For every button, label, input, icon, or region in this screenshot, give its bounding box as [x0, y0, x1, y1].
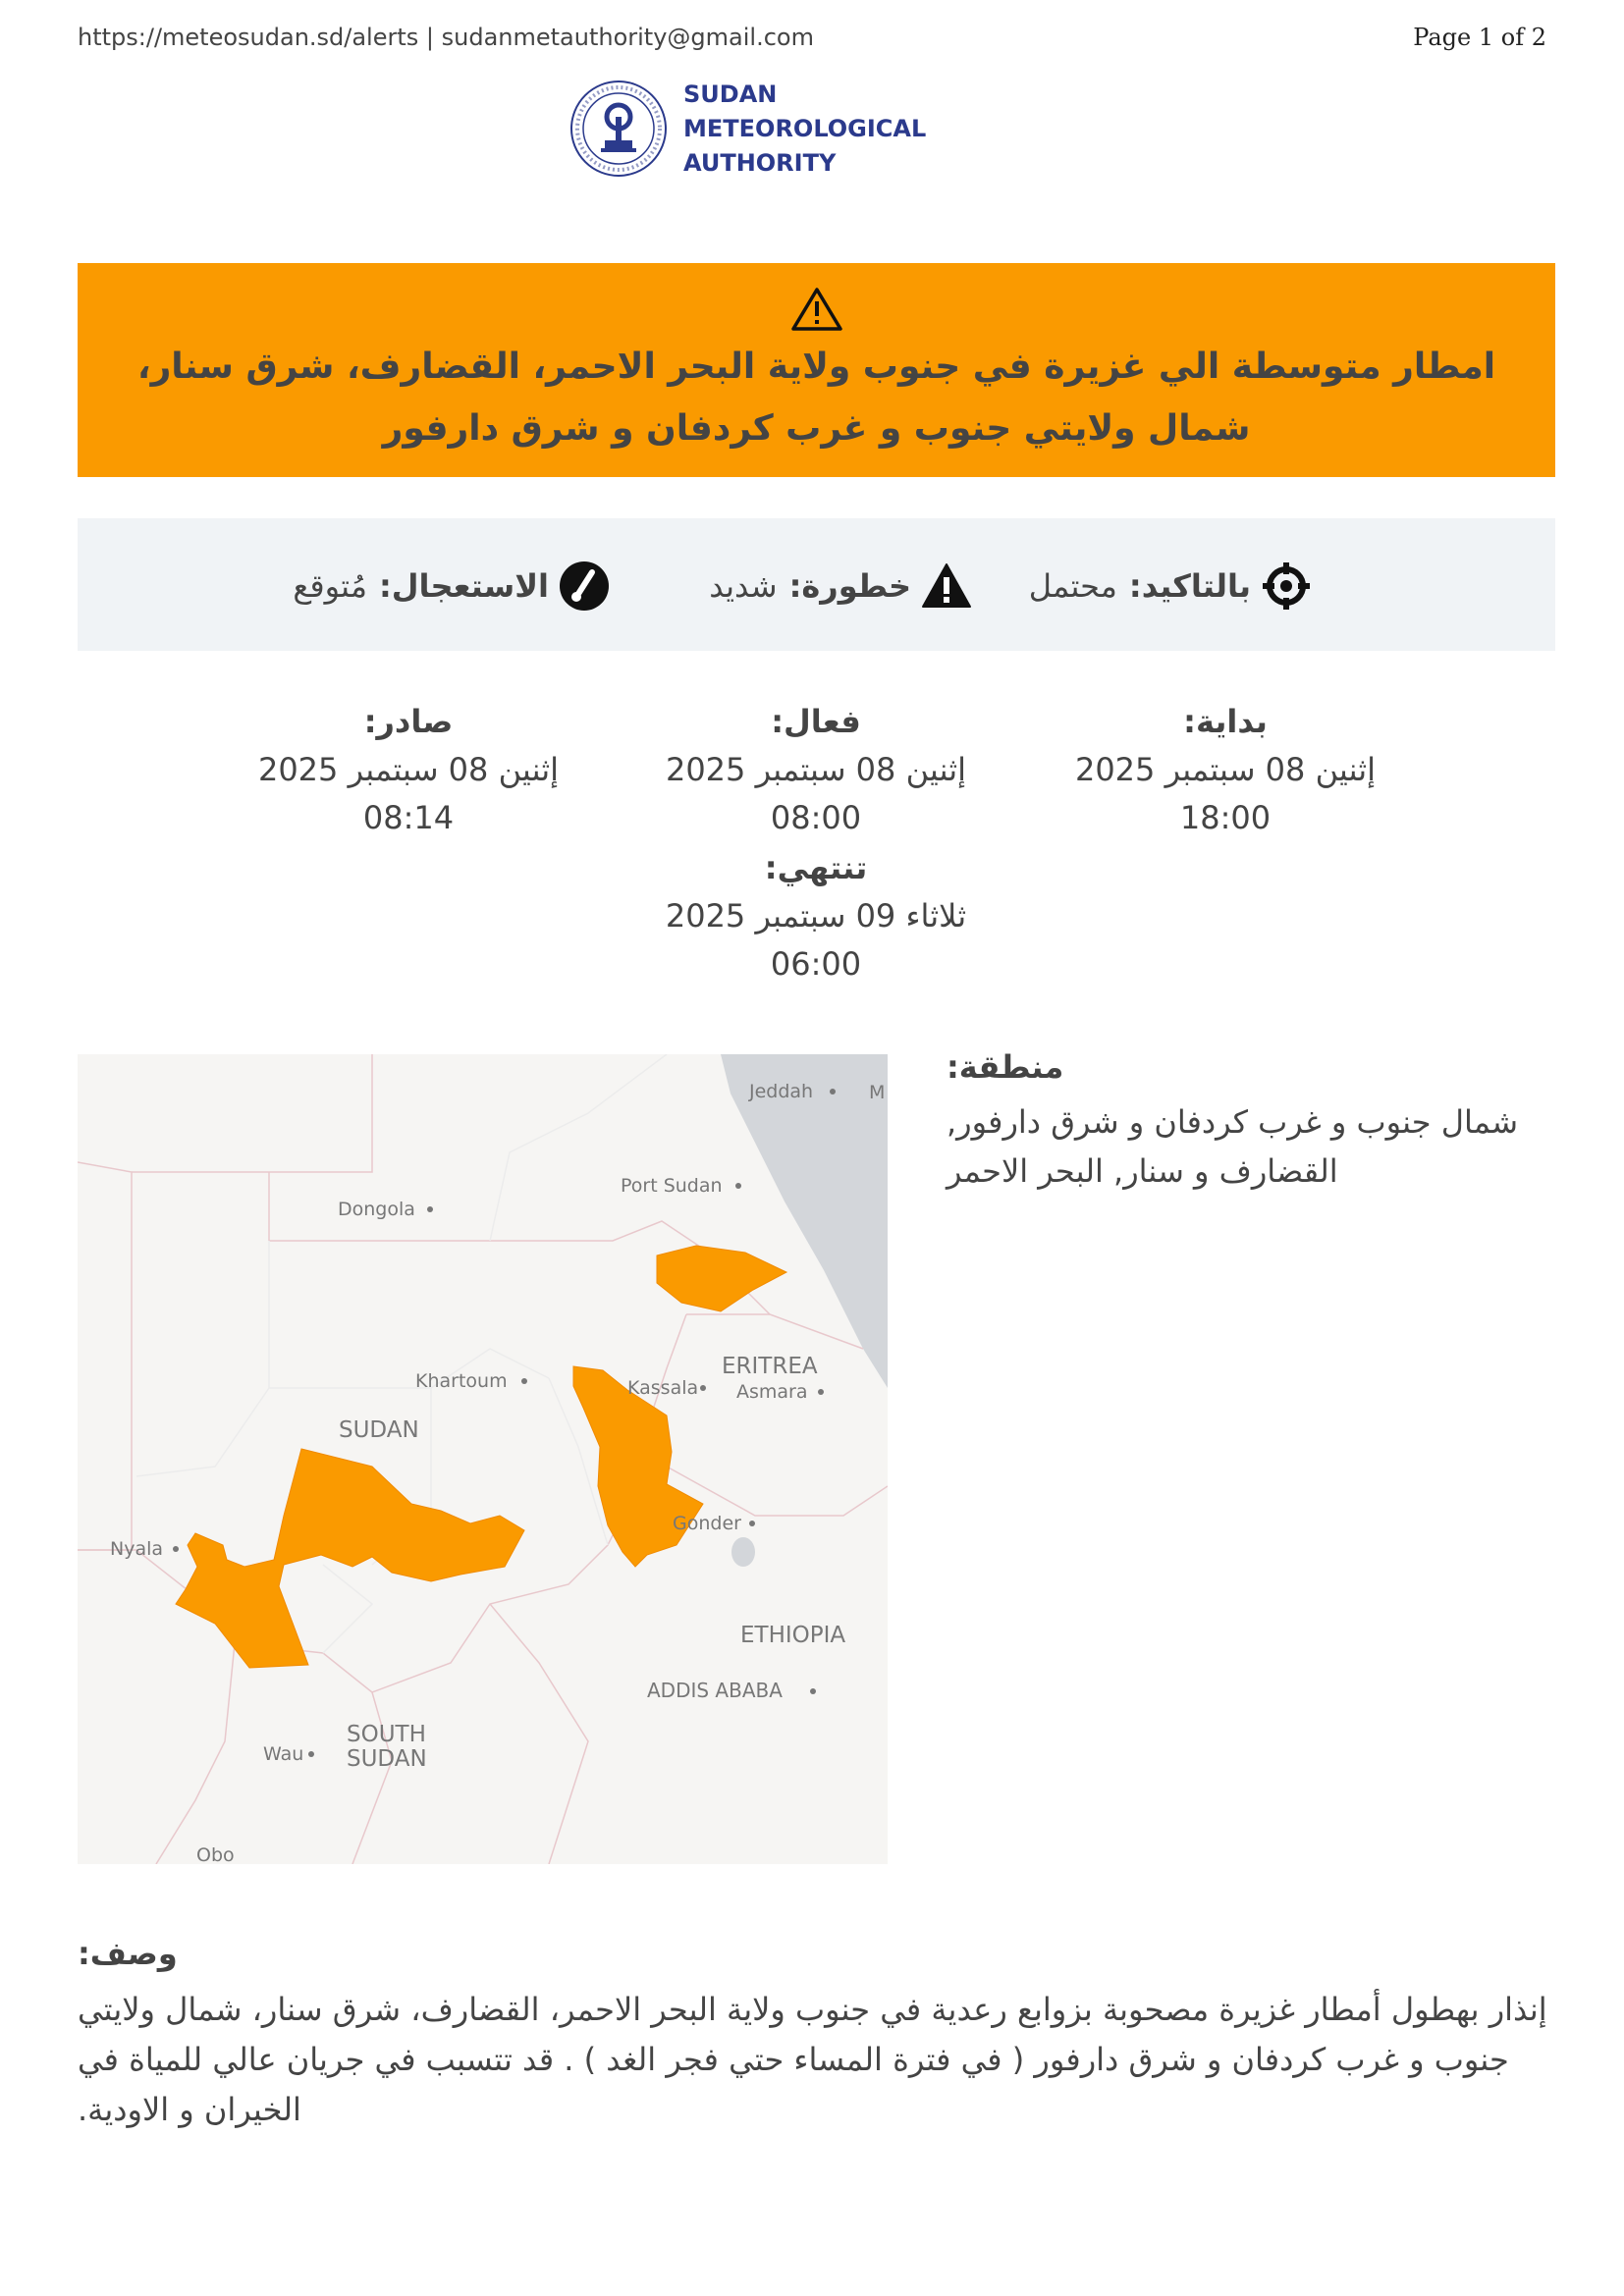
map-label-south-sudan: SUDAN	[347, 1746, 427, 1772]
logo-line-2: METEOROLOGICAL	[683, 114, 927, 142]
sent-label: صادر:	[363, 703, 454, 740]
certainty-item	[1029, 560, 1312, 613]
source-url[interactable]: https://meteosudan.sd/alerts	[78, 24, 419, 51]
expires-date: ثلاثاء 09 سبتمبر 2025	[665, 897, 967, 934]
onset-block	[1019, 698, 1432, 842]
certainty-value: محتمل	[1028, 567, 1117, 605]
severity-value: شديد	[709, 567, 778, 605]
severity-label: خطورة:	[788, 567, 911, 605]
map-label-m: M	[869, 1082, 886, 1103]
map-label-port-sudan: Port Sudan	[621, 1175, 723, 1197]
map-label-jeddah: Jeddah	[749, 1081, 814, 1102]
alert-attributes-bar	[78, 518, 1555, 651]
description-label: وصف:	[78, 1935, 178, 1972]
map-label-south: SOUTH	[347, 1722, 426, 1747]
effective-label: فعال:	[771, 703, 861, 740]
urgency-label: الاستعجال:	[378, 567, 549, 605]
expires-block	[610, 844, 1022, 988]
warning-triangle-icon	[790, 287, 843, 332]
sent-block	[202, 698, 615, 842]
authority-logo	[568, 75, 1063, 183]
map-label-gonder: Gonder	[673, 1513, 741, 1534]
map-label-eritrea: ERITREA	[722, 1354, 818, 1379]
onset-label: بداية:	[1183, 703, 1268, 740]
sent-time: 08:14	[362, 799, 455, 836]
map-canvas	[78, 1054, 888, 1864]
map-label-obo: Obo	[196, 1844, 235, 1864]
alert-map	[78, 1054, 888, 1864]
crosshair-icon	[1261, 561, 1312, 612]
map-label-kassala: Kassala	[627, 1377, 699, 1399]
map-label-nyala: Nyala	[110, 1538, 164, 1560]
certainty-label: بالتاكيد:	[1128, 567, 1251, 605]
map-label-wau: Wau	[263, 1743, 304, 1765]
effective-block	[610, 698, 1022, 842]
severity-item	[709, 560, 972, 613]
urgency-item	[293, 560, 610, 613]
lake-tana	[731, 1537, 755, 1567]
map-label-khartoum: Khartoum	[415, 1370, 508, 1392]
expires-time: 06:00	[770, 945, 862, 983]
map-label-asmara: Asmara	[736, 1381, 808, 1403]
gauge-icon	[559, 561, 610, 612]
logo-line-1: SUDAN	[683, 80, 778, 108]
urgency-value: مُتوقع	[293, 567, 367, 605]
contact-email[interactable]: sudanmetauthority@gmail.com	[441, 24, 814, 51]
effective-time: 08:00	[770, 799, 862, 836]
map-label-ethiopia: ETHIOPIA	[740, 1623, 846, 1648]
region-value: شمال جنوب و غرب كردفان و شرق دارفور, القضارف و سنار, البحر الاحمر	[947, 1103, 1519, 1190]
onset-time: 18:00	[1179, 799, 1272, 836]
warning-filled-icon	[921, 561, 972, 612]
description-value: إنذار بهطول أمطار غزيرة مصحوبة بزوابع رعدية في جنوب ولاية البحر الاحمر، القضارف، شرق سنار، شمال ولايتي جنوب و غرب كردفان و شرق دارفور ( في فترة المساء حتي فجر الغد ) . قد تتسبب في جريان عالي للمياة في الخيران و الاودية.	[78, 1991, 1547, 2128]
alert-banner	[78, 263, 1555, 477]
header-separator: |	[418, 24, 442, 51]
onset-date: إثنين 08 سبتمبر 2025	[1074, 751, 1377, 788]
page-header-left	[78, 24, 814, 51]
region-label: منطقة:	[947, 1048, 1064, 1086]
effective-date: إثنين 08 سبتمبر 2025	[665, 751, 967, 788]
map-label-dongola: Dongola	[338, 1199, 415, 1220]
alert-title: امطار متوسطة الي غزيرة في جنوب ولاية البحر الاحمر، القضارف، شرق سنار، شمال ولايتي جنوب و غرب كردفان و شرق دارفور	[136, 347, 1496, 449]
authority-seal-icon	[568, 78, 670, 180]
logo-line-3: AUTHORITY	[683, 148, 837, 177]
expires-label: تنتهي:	[764, 849, 868, 886]
map-label-addis-ababa: ADDIS ABABA	[647, 1679, 783, 1702]
sent-date: إثنين 08 سبتمبر 2025	[257, 751, 560, 788]
authority-name	[683, 78, 926, 181]
map-label-sudan: SUDAN	[339, 1417, 419, 1443]
page-number: Page 1 of 2	[1413, 24, 1546, 51]
